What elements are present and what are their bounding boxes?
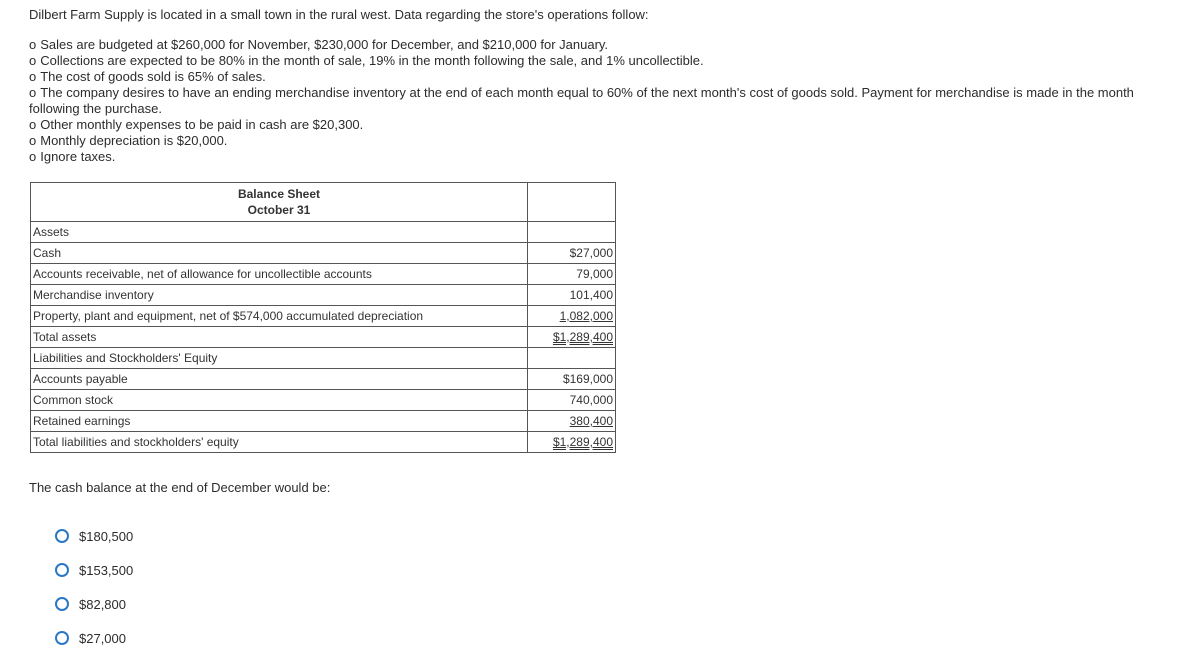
row-label: Total assets xyxy=(31,327,528,348)
answer-options xyxy=(55,519,133,655)
assumption-text: Ignore taxes. xyxy=(40,149,116,164)
assumption-item xyxy=(29,53,1165,69)
row-label: Accounts receivable, net of allowance for uncollectible accounts xyxy=(31,264,528,285)
row-label: Accounts payable xyxy=(31,369,528,390)
row-label: Merchandise inventory xyxy=(31,285,528,306)
bullet-mark: o xyxy=(29,85,37,100)
bullet-mark: o xyxy=(29,117,37,132)
table-row xyxy=(31,411,616,432)
balance-sheet-date: October 31 xyxy=(247,203,311,217)
assumption-item xyxy=(29,37,1165,53)
row-label: Assets xyxy=(31,222,528,243)
bullet-mark: o xyxy=(29,53,37,68)
row-label: Cash xyxy=(31,243,528,264)
table-row xyxy=(31,222,616,243)
row-value xyxy=(528,327,616,348)
table-row xyxy=(31,306,616,327)
radio-button[interactable] xyxy=(55,563,69,577)
assumption-item xyxy=(29,85,1165,117)
table-row xyxy=(31,390,616,411)
option-label[interactable]: $180,500 xyxy=(79,528,134,544)
row-value: 740,000 xyxy=(528,390,616,411)
option-label[interactable]: $82,800 xyxy=(79,596,126,612)
assumption-item xyxy=(29,69,1165,85)
assumption-item xyxy=(29,149,1165,165)
option-label[interactable]: $27,000 xyxy=(79,630,126,646)
row-label: Common stock xyxy=(31,390,528,411)
table-row xyxy=(31,327,616,348)
assumptions-list xyxy=(29,37,1165,165)
row-label: Total liabilities and stockholders' equity xyxy=(31,432,528,453)
row-value: $27,000 xyxy=(528,243,616,264)
row-label: Liabilities and Stockholders' Equity xyxy=(31,348,528,369)
row-label: Retained earnings xyxy=(31,411,528,432)
assumption-item xyxy=(29,117,1165,133)
answer-option[interactable] xyxy=(55,621,133,655)
table-row xyxy=(31,432,616,453)
question-text: The cash balance at the end of December would be: xyxy=(29,480,331,495)
radio-button[interactable] xyxy=(55,529,69,543)
header-empty-cell xyxy=(528,183,616,222)
radio-button[interactable] xyxy=(55,631,69,645)
table-row xyxy=(31,264,616,285)
bullet-mark: o xyxy=(29,37,37,52)
row-value xyxy=(528,222,616,243)
table-row xyxy=(31,285,616,306)
assumption-text: Other monthly expenses to be paid in cash are $20,300. xyxy=(40,117,364,132)
bullet-mark: o xyxy=(29,149,37,164)
answer-option[interactable] xyxy=(55,519,133,553)
answer-option[interactable] xyxy=(55,587,133,621)
row-value xyxy=(528,306,616,327)
problem-intro: Dilbert Farm Supply is located in a small town in the rural west. Data regarding the store's operations follow: xyxy=(29,7,649,22)
table-row xyxy=(31,243,616,264)
option-label[interactable]: $153,500 xyxy=(79,562,134,578)
row-value-text: $1,289,400 xyxy=(552,330,613,344)
row-value-text: 1,082,000 xyxy=(559,309,613,323)
bullet-mark: o xyxy=(29,69,37,84)
balance-sheet-heading xyxy=(31,183,528,222)
row-value-text: 380,400 xyxy=(569,414,613,428)
row-value: 101,400 xyxy=(528,285,616,306)
row-label: Property, plant and equipment, net of $574,000 accumulated depreciation xyxy=(31,306,528,327)
assumption-text: Monthly depreciation is $20,000. xyxy=(40,133,228,148)
assumption-text: The cost of goods sold is 65% of sales. xyxy=(40,69,266,84)
table-row xyxy=(31,369,616,390)
answer-option[interactable] xyxy=(55,553,133,587)
row-value: $169,000 xyxy=(528,369,616,390)
radio-button[interactable] xyxy=(55,597,69,611)
assumption-item xyxy=(29,133,1165,149)
row-value xyxy=(528,348,616,369)
assumption-text: Sales are budgeted at $260,000 for November, $230,000 for December, and $210,000 for January. xyxy=(40,37,609,52)
balance-sheet-title: Balance Sheet xyxy=(237,187,321,201)
row-value xyxy=(528,432,616,453)
assumption-text: The company desires to have an ending merchandise inventory at the end of each month equal to 60% of the next month's cost of goods sold. Payment for merchandise is made in the month following the purchase. xyxy=(29,85,1134,116)
row-value-text: $1,289,400 xyxy=(552,435,613,449)
assumption-text: Collections are expected to be 80% in the month of sale, 19% in the month following the sale, and 1% uncollectible. xyxy=(40,53,704,68)
balance-sheet-header xyxy=(31,183,616,222)
bullet-mark: o xyxy=(29,133,37,148)
balance-sheet-table xyxy=(30,182,616,453)
table-row xyxy=(31,348,616,369)
row-value: 79,000 xyxy=(528,264,616,285)
row-value xyxy=(528,411,616,432)
